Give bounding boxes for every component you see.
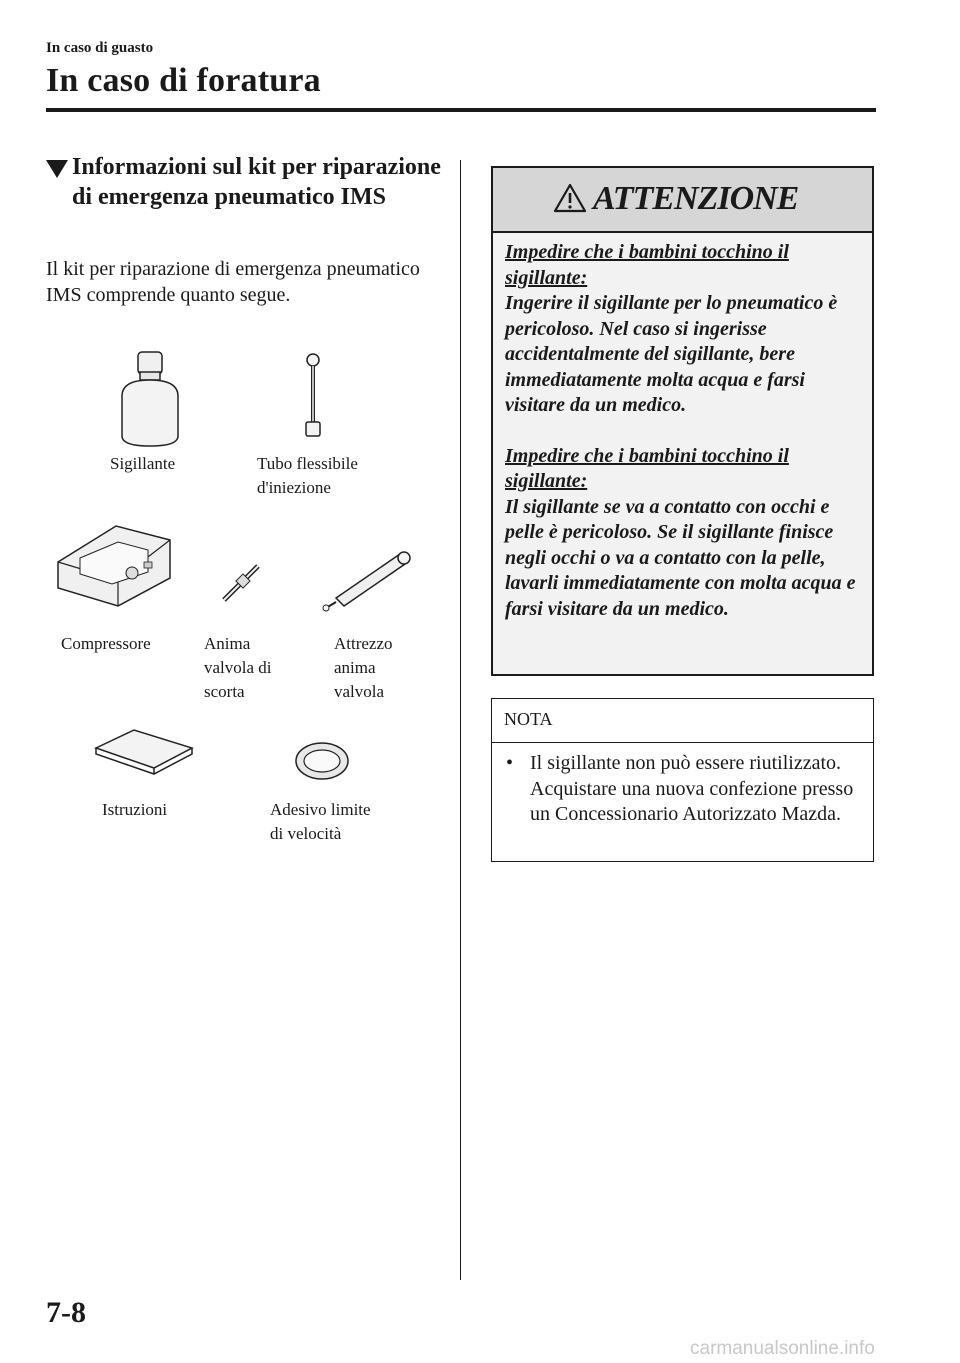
nota-box [491,698,874,862]
attention-box [491,166,874,676]
attention-body [505,240,867,622]
nota-title: NOTA [504,709,553,729]
attention-header [493,168,872,233]
nota-bullet: • [506,752,514,774]
caption-compressore: Compressore [61,634,151,653]
section-heading [46,152,446,212]
page-title: In caso di foratura [46,62,321,99]
attrezzo-valvola-illustration [318,546,416,614]
nota-text: Il sigillante non può essere riutilizzato. Acquistare una nuova confezione presso un Concessionario Autorizzato Mazda. [530,752,854,825]
caption-anima-1: Anima [204,634,251,653]
nota-body [506,751,866,828]
tubo-flessibile-illustration [298,352,328,442]
section-triangle-icon [46,160,68,178]
adesivo-limite-illustration [292,738,352,784]
caption-attrezzo-2: anima [334,658,376,677]
caption-adesivo-1: Adesivo limite [270,800,371,819]
caption-tubo-2: d'iniezione [257,478,331,497]
caption-istruzioni: Istruzioni [102,800,168,819]
nota-header [492,699,873,743]
warning-triangle-icon [553,182,587,214]
warning2-heading: Impedire che i bambini tocchino il sigillante: [505,444,789,492]
caption-anima-3: scorta [204,682,245,701]
header-rule [46,108,876,112]
compressore-illustration [52,518,176,610]
caption-tubo-1: Tubo flessibile [257,454,358,473]
chapter-label: In caso di guasto [46,40,154,56]
caption-attrezzo-3: valvola [334,682,385,701]
warning2-text: Il sigillante se va a contatto con occhi e pelle è pericoloso. Se il sigillante finisce negli occhi o va a contatto con la pelle, lavarli immediatamente con molta acqua e farsi visitare da un medico. [505,495,856,620]
attention-title: ATTENZIONE [593,180,799,217]
warning1-heading: Impedire che i bambini tocchino il sigillante: [505,241,789,289]
page-number: 7-8 [46,1296,86,1329]
caption-sigillante: Sigillante [110,454,176,473]
column-divider [460,160,461,1280]
caption-anima-2: valvola di [204,658,272,677]
anima-valvola-illustration [218,558,268,606]
caption-attrezzo-1: Attrezzo [334,634,393,653]
watermark: carmanualsonline.info [690,1338,875,1359]
warning1-text: Ingerire il sigillante per lo pneumatico è pericoloso. Nel caso si ingerisse accidentalmente del sigillante, bere immediatamente molta acqua e farsi visitare da un medico. [505,292,838,416]
intro-paragraph: Il kit per riparazione di emergenza pneumatico IMS comprende quanto segue. [46,258,420,306]
caption-adesivo-2: di velocità [270,824,342,843]
istruzioni-booklet-illustration [92,726,196,784]
sigillante-bottle-illustration [110,350,190,450]
section-heading-text: Informazioni sul kit per riparazione di emergenza pneumatico IMS [72,154,441,210]
